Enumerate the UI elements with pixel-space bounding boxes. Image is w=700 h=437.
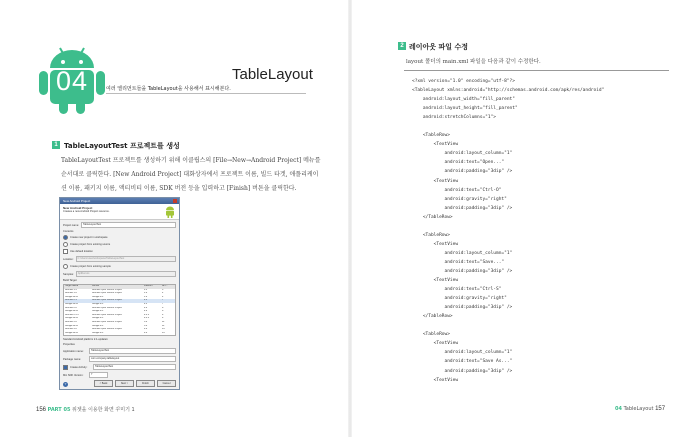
footer-chapter-number: 04 bbox=[615, 406, 622, 412]
code-line: <TableLayout xmlns:android="http://schemas.android.com/apk/res/android" bbox=[412, 88, 605, 94]
create-activity-checkbox[interactable] bbox=[63, 365, 68, 370]
left-page-number: 156 bbox=[36, 407, 47, 413]
activity-label: Create Activity: bbox=[70, 365, 88, 369]
build-target-cell: 3 bbox=[162, 288, 164, 291]
samples-select[interactable]: ApiDemos bbox=[76, 271, 176, 277]
code-line: </TableRow> bbox=[412, 314, 453, 320]
radio-new-project[interactable]: Create new project in workspace bbox=[63, 235, 176, 240]
build-target-cell: 7 bbox=[162, 302, 164, 305]
build-target-column-header[interactable]: Platform bbox=[144, 285, 153, 287]
radio-existing-source[interactable]: Create project from existing source bbox=[63, 242, 176, 247]
section-2-title: 레이아웃 파일 수정 bbox=[409, 43, 468, 51]
properties-label: Properties bbox=[63, 343, 75, 347]
samples-label: Samples: bbox=[63, 272, 74, 276]
right-page-number: 157 bbox=[655, 406, 666, 412]
build-target-cell: Android 3.0 bbox=[65, 320, 77, 323]
app-name-label: Application name: bbox=[63, 349, 84, 353]
build-target-cell: Android 2.1 bbox=[65, 299, 77, 302]
build-target-cell: 4 bbox=[162, 295, 164, 298]
code-line: android:layout_column="1" bbox=[412, 350, 513, 356]
build-target-cell: Google APIs bbox=[65, 317, 78, 320]
build-target-cell: Google APIs bbox=[65, 324, 78, 327]
build-target-cell: Google APIs bbox=[65, 295, 78, 298]
code-line bbox=[412, 122, 672, 131]
contents-label: Contents bbox=[63, 230, 74, 233]
build-target-cell: 2.3.1 bbox=[144, 313, 150, 316]
part-label: PART 05 bbox=[47, 407, 71, 413]
build-target-cell: 14 bbox=[162, 328, 165, 331]
chapter-number: 04 bbox=[55, 66, 89, 96]
build-target-cell: Android Open Source Project bbox=[92, 288, 122, 291]
build-target-cell: Google Inc. bbox=[92, 310, 104, 313]
project-name-input[interactable]: TableLayoutTest bbox=[81, 222, 176, 228]
build-target-cell: Android 2.3.1 bbox=[65, 313, 79, 316]
build-target-cell: Android 1.6 bbox=[65, 292, 77, 295]
build-target-cell: 4 bbox=[162, 292, 164, 295]
section-1-body: TableLayoutTest 프로젝트를 생성하기 위해 이클립스의 [File→New→Android Project] 메뉴를 순서대로 클릭한다. [New Android Project] 대화상자에서 프로젝트 이름, 빌드 타겟, 애플리케이션 이름, 패키지 이름, 액티비티 이름, SDK 버전 등을 입력하고 [Finish] 버튼을 클릭한다. bbox=[61, 157, 321, 192]
build-target-cell: Android Open Source Project bbox=[92, 320, 122, 323]
build-target-cell: 2.1 bbox=[144, 299, 148, 302]
finish-button[interactable]: Finish bbox=[136, 380, 155, 387]
build-target-row[interactable] bbox=[64, 332, 175, 336]
app-name-input[interactable]: TableLayoutTest bbox=[89, 348, 176, 354]
build-target-cell: 4.0 bbox=[144, 328, 148, 331]
code-line: android:padding="3dip" /> bbox=[412, 205, 513, 211]
next-button[interactable]: Next > bbox=[115, 380, 134, 387]
chapter-divider bbox=[106, 93, 306, 94]
build-target-cell: 2.2 bbox=[144, 306, 148, 309]
build-target-cell: Google APIs bbox=[65, 310, 78, 313]
code-block-top-rule bbox=[404, 70, 669, 71]
code-line: <TextView bbox=[412, 241, 459, 247]
build-target-cell: 4.0 bbox=[144, 331, 148, 334]
left-footer bbox=[36, 406, 135, 413]
build-target-column-header[interactable]: Vendor bbox=[92, 285, 100, 287]
code-line: android:text="Save As..." bbox=[412, 359, 513, 365]
project-name-row bbox=[63, 222, 176, 228]
package-row bbox=[63, 356, 176, 362]
radio-existing-sample[interactable]: Create project from existing sample bbox=[63, 264, 176, 269]
build-target-cell: Android Open Source Project bbox=[92, 306, 122, 309]
build-target-table bbox=[63, 284, 176, 336]
dialog-buttons bbox=[63, 380, 176, 387]
build-target-cell: Google Inc. bbox=[92, 295, 104, 298]
build-target-cell: 2.2 bbox=[144, 310, 148, 313]
build-target-cell: 9 bbox=[162, 317, 164, 320]
build-target-cell: 2.1 bbox=[144, 302, 148, 305]
min-sdk-input[interactable]: 7 bbox=[89, 372, 108, 378]
code-line: <TextView bbox=[412, 178, 459, 184]
default-location-checkbox[interactable]: Use default location bbox=[63, 249, 176, 254]
build-target-cell: Android Open Source Project bbox=[92, 292, 122, 295]
samples-row bbox=[63, 271, 176, 277]
build-target-cell: 8 bbox=[162, 310, 164, 313]
code-line: <TableRow> bbox=[412, 332, 450, 338]
build-target-column-header[interactable]: API... bbox=[162, 285, 168, 287]
build-target-cell: Google Inc. bbox=[92, 324, 104, 327]
code-line: <TextView bbox=[412, 341, 459, 347]
build-target-cell: 7 bbox=[162, 299, 164, 302]
code-line: android:layout_column="1" bbox=[412, 151, 513, 157]
code-line: <TableRow> bbox=[412, 232, 450, 238]
section-2-badge: 2 bbox=[398, 42, 406, 50]
package-label: Package name: bbox=[63, 357, 82, 361]
build-target-cell: Android 4.0 bbox=[65, 328, 77, 331]
code-line: android:stretchColumns="1"> bbox=[412, 115, 496, 121]
code-line: android:padding="3dip" /> bbox=[412, 305, 513, 311]
dialog-window-title: New Android Project bbox=[63, 199, 91, 203]
location-row bbox=[63, 256, 176, 262]
section-2-intro: layout 폴더의 main.xml 파일을 다음과 같이 수정한다. bbox=[406, 59, 541, 65]
new-android-project-dialog bbox=[59, 197, 180, 390]
code-line: <TextView bbox=[412, 278, 459, 284]
build-target-cell: 1.5 bbox=[144, 288, 148, 291]
code-line: android:text="Open..." bbox=[412, 160, 505, 166]
chapter-title: TableLayout bbox=[232, 66, 313, 83]
app-name-row bbox=[63, 348, 176, 354]
build-target-cell: 9 bbox=[162, 313, 164, 316]
build-target-cell: 1.6 bbox=[144, 292, 148, 295]
build-target-cell: 14 bbox=[162, 331, 165, 334]
build-target-cell: 1.6 bbox=[144, 295, 148, 298]
code-line: android:gravity="right" bbox=[412, 296, 507, 302]
code-line: android:text="Save..." bbox=[412, 259, 505, 265]
build-target-cell: 3.0 bbox=[144, 320, 148, 323]
build-target-cell: 3.0 bbox=[144, 324, 148, 327]
code-line: <TableRow> bbox=[412, 133, 450, 139]
section-1-badge: 1 bbox=[52, 141, 60, 149]
android-robot-icon bbox=[165, 206, 175, 218]
footer-chapter-title: TableLayout bbox=[623, 406, 654, 412]
location-label: Location: bbox=[63, 257, 74, 261]
build-target-cell: Android Open Source Project bbox=[92, 299, 122, 302]
right-footer bbox=[615, 406, 665, 412]
build-target-cell: 11 bbox=[162, 320, 165, 323]
build-target-cell: Android Open Source Project bbox=[92, 313, 122, 316]
code-line: android:text="Ctrl-O" bbox=[412, 187, 502, 193]
code-line: android:gravity="right" bbox=[412, 196, 507, 202]
section-1-title: TableLayoutTest 프로젝트를 생성 bbox=[64, 142, 180, 150]
build-target-cell: Google Inc. bbox=[92, 317, 104, 320]
min-sdk-row bbox=[63, 372, 176, 378]
code-line: android:layout_height="fill_parent" bbox=[412, 106, 518, 112]
build-target-cell: Google Inc. bbox=[92, 331, 104, 334]
standard-platform-note: Standard Android platform 2.1-update1 bbox=[63, 338, 108, 342]
code-line: android:text="Ctrl-S" bbox=[412, 287, 502, 293]
help-icon[interactable]: ? bbox=[64, 382, 67, 386]
package-input[interactable]: com.company.tablelayout bbox=[89, 356, 176, 362]
code-line: android:layout_width="fill_parent" bbox=[412, 97, 515, 103]
build-target-cell: Android 2.2 bbox=[65, 306, 77, 309]
build-target-cell: Google APIs bbox=[65, 331, 78, 334]
code-line: android:padding="3dip" /> bbox=[412, 368, 513, 374]
code-line: android:padding="3dip" /> bbox=[412, 268, 513, 274]
build-target-cell: Android Open Source Project bbox=[92, 328, 122, 331]
activity-input[interactable]: TableLayoutTest bbox=[93, 364, 176, 370]
min-sdk-label: Min SDK Version: bbox=[63, 373, 84, 377]
code-line bbox=[412, 222, 672, 231]
code-line: android:layout_column="1" bbox=[412, 250, 513, 256]
close-icon[interactable] bbox=[173, 199, 177, 203]
dialog-header bbox=[60, 204, 179, 220]
chapter-description: 여러 엘리먼트들을 TableLayout을 사용해서 표시해본다. bbox=[106, 86, 231, 92]
build-target-cell: Google APIs bbox=[65, 302, 78, 305]
build-target-cell: Android 1.5 bbox=[65, 288, 77, 291]
back-button[interactable]: < Back bbox=[94, 380, 113, 387]
part-title: 위젯을 이용한 화면 꾸미기 1 bbox=[72, 407, 135, 413]
build-target-cell: 11 bbox=[162, 324, 165, 327]
code-line: android:padding="3dip" /> bbox=[412, 169, 513, 175]
code-line: <TextView bbox=[412, 142, 459, 148]
activity-row bbox=[63, 364, 176, 370]
build-target-label: Build Target bbox=[63, 279, 77, 282]
dialog-header-title: New Android Project bbox=[63, 206, 93, 210]
location-input[interactable]: C:/Users/user/workspace/TableLayoutTest bbox=[76, 256, 176, 262]
cancel-button[interactable]: Cancel bbox=[157, 380, 176, 387]
project-name-label: Project name: bbox=[63, 223, 80, 227]
code-line bbox=[412, 321, 672, 330]
dialog-header-subtitle: Creates a new Android Project resource. bbox=[63, 210, 110, 213]
build-target-cell: 2.3.1 bbox=[144, 317, 150, 320]
main-xml-code-block bbox=[412, 77, 672, 385]
code-line: </TableRow> bbox=[412, 214, 453, 220]
code-line: <?xml version="1.0" encoding="utf-8"?> bbox=[412, 79, 515, 84]
build-target-column-header[interactable]: Target Name bbox=[65, 285, 79, 287]
build-target-cell: 8 bbox=[162, 306, 164, 309]
code-line: <TextView bbox=[412, 377, 459, 383]
build-target-cell: Google Inc. bbox=[92, 302, 104, 305]
